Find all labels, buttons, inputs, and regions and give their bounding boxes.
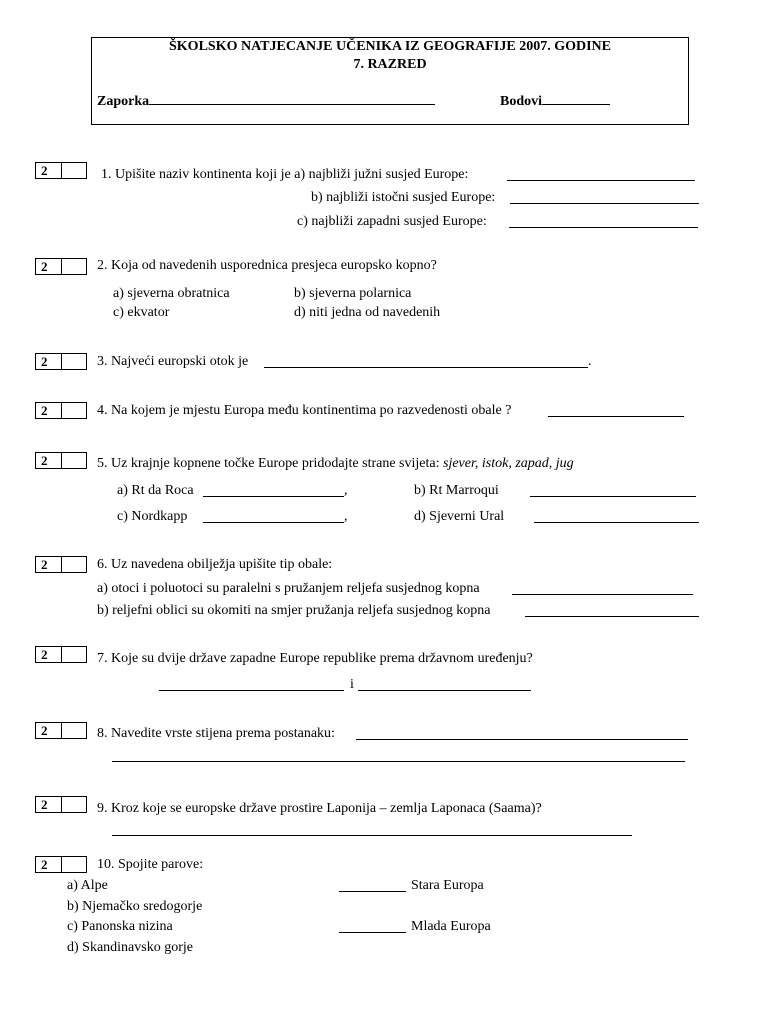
question-5-option-c: c) Nordkapp (117, 509, 188, 524)
answer-line-q7b[interactable] (358, 690, 531, 691)
bodovi-field[interactable] (500, 92, 610, 110)
answer-line-q4[interactable] (548, 416, 684, 417)
score-box-q9[interactable] (35, 796, 87, 813)
score-box-q6[interactable] (35, 556, 87, 573)
question-1-text: 1. Upišite naziv kontinenta koji je a) najbliži južni susjed Europe: (101, 167, 469, 182)
question-5-text (97, 456, 574, 472)
answer-line-q5d[interactable] (534, 522, 699, 523)
bodovi-label: Bodovi (500, 94, 543, 109)
answer-line-q5b[interactable] (530, 496, 696, 497)
score-field-q1[interactable] (62, 163, 86, 178)
points-q3: 2 (36, 354, 62, 369)
points-q10: 2 (36, 857, 62, 872)
question-5-option-a: a) Rt da Roca (117, 483, 194, 498)
document-title: ŠKOLSKO NATJECANJE UČENIKA IZ GEOGRAFIJE 2007. GODINE (169, 39, 611, 54)
question-10-option-b: b) Njemačko sredogorje (67, 899, 203, 914)
answer-line-q5c[interactable] (203, 522, 344, 523)
answer-line-q10-stara[interactable] (339, 891, 406, 892)
points-q5: 2 (36, 453, 62, 468)
answer-line-q1c[interactable] (509, 227, 698, 228)
points-q7: 2 (36, 647, 62, 662)
question-8-text: 8. Navedite vrste stijena prema postanaku: (97, 726, 335, 741)
score-field-q6[interactable] (62, 557, 86, 572)
answer-line-q9[interactable] (112, 835, 632, 836)
score-field-q7[interactable] (62, 647, 86, 662)
question-1-part-c: c) najbliži zapadni susjed Europe: (297, 214, 487, 229)
points-q8: 2 (36, 723, 62, 738)
answer-line-q6a[interactable] (512, 594, 693, 595)
answer-line-q8a[interactable] (356, 739, 688, 740)
question-2-option-d: d) niti jedna od navedenih (294, 305, 441, 320)
score-field-q9[interactable] (62, 797, 86, 812)
answer-line-q1a[interactable] (507, 180, 695, 181)
points-q6: 2 (36, 557, 62, 572)
points-q2: 2 (36, 259, 62, 274)
score-field-q3[interactable] (62, 354, 86, 369)
points-q9: 2 (36, 797, 62, 812)
question-10-text: 10. Spojite parove: (97, 857, 204, 872)
question-2-option-b: b) sjeverna polarnica (294, 286, 412, 301)
answer-line-q5a[interactable] (203, 496, 344, 497)
score-box-q7[interactable] (35, 646, 87, 663)
zaporka-label: Zaporka (97, 94, 150, 109)
question-9-text: 9. Kroz koje se europske države prostire Laponija – zemlja Laponaca (Saama)? (97, 801, 542, 816)
answer-line-q6b[interactable] (525, 616, 699, 617)
comma-q5a: , (344, 483, 348, 498)
score-field-q2[interactable] (62, 259, 86, 274)
question-10-answer-mlada: Mlada Europa (411, 919, 491, 934)
question-10-option-d: d) Skandinavsko gorje (67, 940, 193, 955)
answer-line-q3[interactable] (264, 367, 588, 368)
score-field-q10[interactable] (62, 857, 86, 872)
zaporka-blank[interactable] (149, 92, 435, 105)
zaporka-field[interactable] (97, 92, 435, 110)
question-4-text: 4. Na kojem je mjestu Europa među kontinentima po razvedenosti obale ? (97, 403, 512, 418)
comma-q5c: , (344, 509, 348, 524)
header-box (91, 37, 689, 125)
question-10-option-c: c) Panonska nizina (67, 919, 173, 934)
score-box-q1[interactable] (35, 162, 87, 179)
grade-label: 7. RAZRED (353, 57, 427, 72)
score-field-q4[interactable] (62, 403, 86, 418)
bodovi-blank[interactable] (542, 92, 610, 105)
question-2-text: 2. Koja od navedenih usporednica presjeca europsko kopno? (97, 258, 437, 273)
answer-line-q8b[interactable] (112, 761, 685, 762)
question-6-text: 6. Uz navedena obilježja upišite tip obale: (97, 557, 333, 572)
question-10-option-a: a) Alpe (67, 878, 108, 893)
question-2-option-a: a) sjeverna obratnica (113, 286, 230, 301)
points-q4: 2 (36, 403, 62, 418)
points-q1: 2 (36, 163, 62, 178)
question-1-part-b: b) najbliži istočni susjed Europe: (311, 190, 496, 205)
question-2-option-c: c) ekvator (113, 305, 170, 320)
score-box-q5[interactable] (35, 452, 87, 469)
answer-line-q10-mlada[interactable] (339, 932, 406, 933)
question-3-text: 3. Najveći europski otok je (97, 354, 249, 369)
score-box-q4[interactable] (35, 402, 87, 419)
question-3-end: . (588, 354, 592, 369)
question-10-answer-stara: Stara Europa (411, 878, 484, 893)
answer-line-q7a[interactable] (159, 690, 344, 691)
answer-line-q1b[interactable] (510, 203, 699, 204)
score-box-q8[interactable] (35, 722, 87, 739)
question-6-part-b: b) reljefni oblici su okomiti na smjer pružanja reljefa susjednog kopna (97, 603, 491, 618)
question-6-part-a: a) otoci i poluotoci su paralelni s pružanjem reljefa susjednog kopna (97, 581, 480, 596)
question-5-directions: sjever, istok, zapad, jug (443, 456, 574, 471)
score-box-q10[interactable] (35, 856, 87, 873)
question-5-option-d: d) Sjeverni Ural (414, 509, 505, 524)
question-7-connector: i (350, 677, 354, 692)
question-7-text: 7. Koje su dvije države zapadne Europe republike prema državnom uređenju? (97, 651, 533, 666)
score-box-q3[interactable] (35, 353, 87, 370)
question-5-prompt: 5. Uz krajnje kopnene točke Europe pridodajte strane svijeta: (97, 456, 440, 471)
question-5-option-b: b) Rt Marroqui (414, 483, 499, 498)
score-box-q2[interactable] (35, 258, 87, 275)
score-field-q5[interactable] (62, 453, 86, 468)
score-field-q8[interactable] (62, 723, 86, 738)
